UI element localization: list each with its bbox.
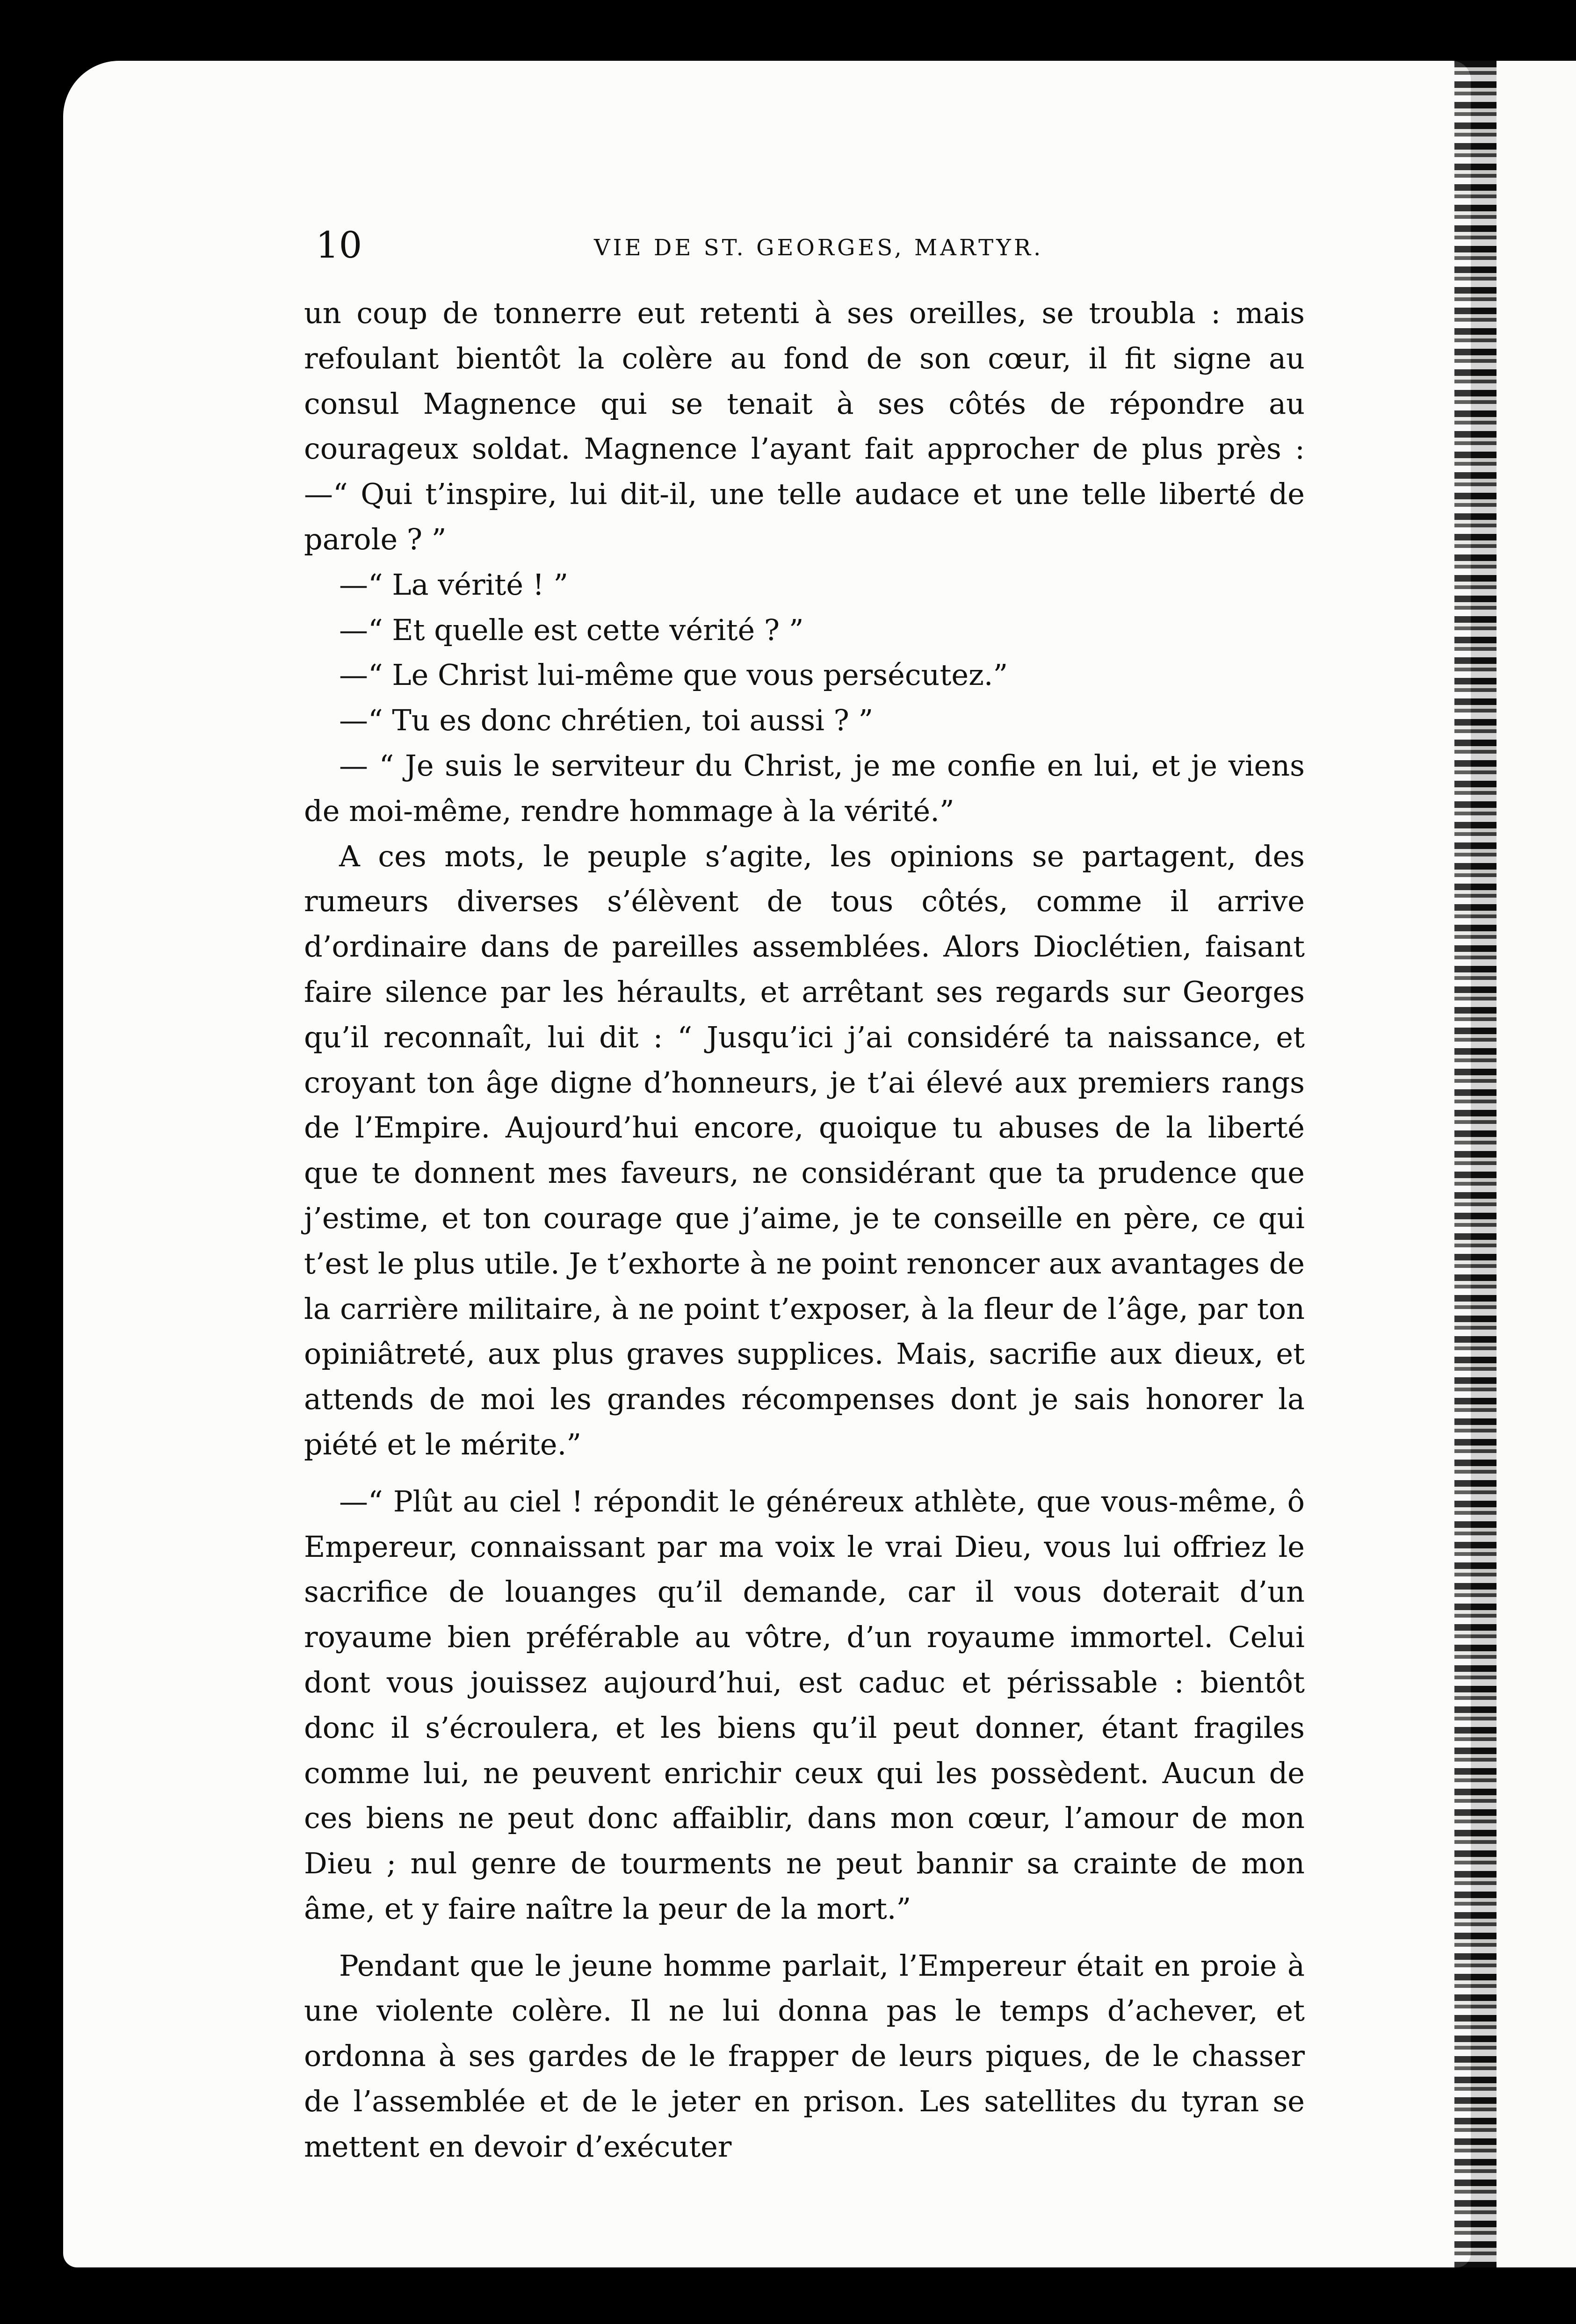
paragraph: —“ Tu es donc chrétien, toi aussi ? ” (339, 703, 874, 738)
paragraph: — “ Je suis le serviteur du Christ, je me confie en lui, et je viens de moi-même, rendre hommage à la vérité.” (304, 748, 1305, 828)
paragraph: un coup de tonnerre eut retenti à ses oreilles, se troubla : mais refoulant bientôt la colère au fond de son cœur, il fit signe au consul Magnence qui se tenait à ses côtés de répondre au courageux soldat. Magnence l’ayant fait approcher de plus près :—“ Qui t’inspire, lui dit-il, une telle audace et une telle liberté de parole ? ” (304, 296, 1305, 556)
paragraph: A ces mots, le peuple s’agite, les opinions se partagent, des rumeurs diverses s’élèvent de tous côtés, comme il arrive d’ordinaire dans de pareilles assemblées. Alors Dioclétien, faisant faire silence par les héraults, et arrêtant ses regards sur Georges qu’il reconnaît, lui dit : “ Jusqu’ici j’ai considéré ta naissance, et croyant ton âge digne d’honneurs, je t’ai élevé aux premiers rangs de l’Empire. Aujourd’hui encore, quoique tu abuses de la liberté que te donnent mes faveurs, ne considérant que ta prudence que j’estime, et ton courage que j’aime, je te conseille en père, ce qui t’est le plus utile. Je t’exhorte à ne point renoncer aux avantages de la carrière militaire, à ne point t’exposer, à la fleur de l’âge, par ton opiniâtreté, aux plus graves supplices. Mais, sacrifie aux dieux, et attends de moi les grandes récompenses dont je sais honorer la piété et le mérite.” (304, 839, 1305, 1461)
body-text (304, 291, 1305, 2170)
book-spine-edge (1454, 61, 1496, 2267)
paragraph: —“ Et quelle est cette vérité ? ” (339, 612, 804, 647)
paragraph: Pendant que le jeune homme parlait, l’Empereur était en proie à une violente colère. Il ne lui donna pas le temps d’achever, et ordonna à ses gardes de le frapper de leurs piques, de le chasser de l’assemblée et de le jeter en prison. Les satellites du tyran se mettent en devoir d’exécuter (304, 1948, 1305, 2164)
facing-page-edge (1496, 61, 1576, 2267)
paragraph: —“ Le Christ lui-même que vous persécutez.” (339, 658, 1008, 692)
paragraph: —“ La vérité ! ” (339, 567, 569, 602)
page-header (316, 224, 1302, 276)
running-head: VIE DE ST. GEORGES, MARTYR. (594, 235, 1044, 261)
page-number: 10 (316, 224, 362, 266)
paragraph: —“ Plût au ciel ! répondit le généreux athlète, que vous-même, ô Empereur, connaissant par ma voix le vrai Dieu, vous lui offriez le sacrifice de louanges qu’il demande, car il vous doterait d’un royaume bien préférable au vôtre, d’un royaume immortel. Celui dont vous jouissez aujourd’hui, est caduc et périssable : bientôt donc il s’écroulera, et les biens qu’il peut donner, étant fragiles comme lui, ne peuvent enrichir ceux qui les possèdent. Aucun de ces biens ne peut donc affaiblir, dans mon cœur, l’amour de mon Dieu ; nul genre de tourments ne peut bannir sa crainte de mon âme, et y faire naître la peur de la mort.” (304, 1484, 1305, 1926)
